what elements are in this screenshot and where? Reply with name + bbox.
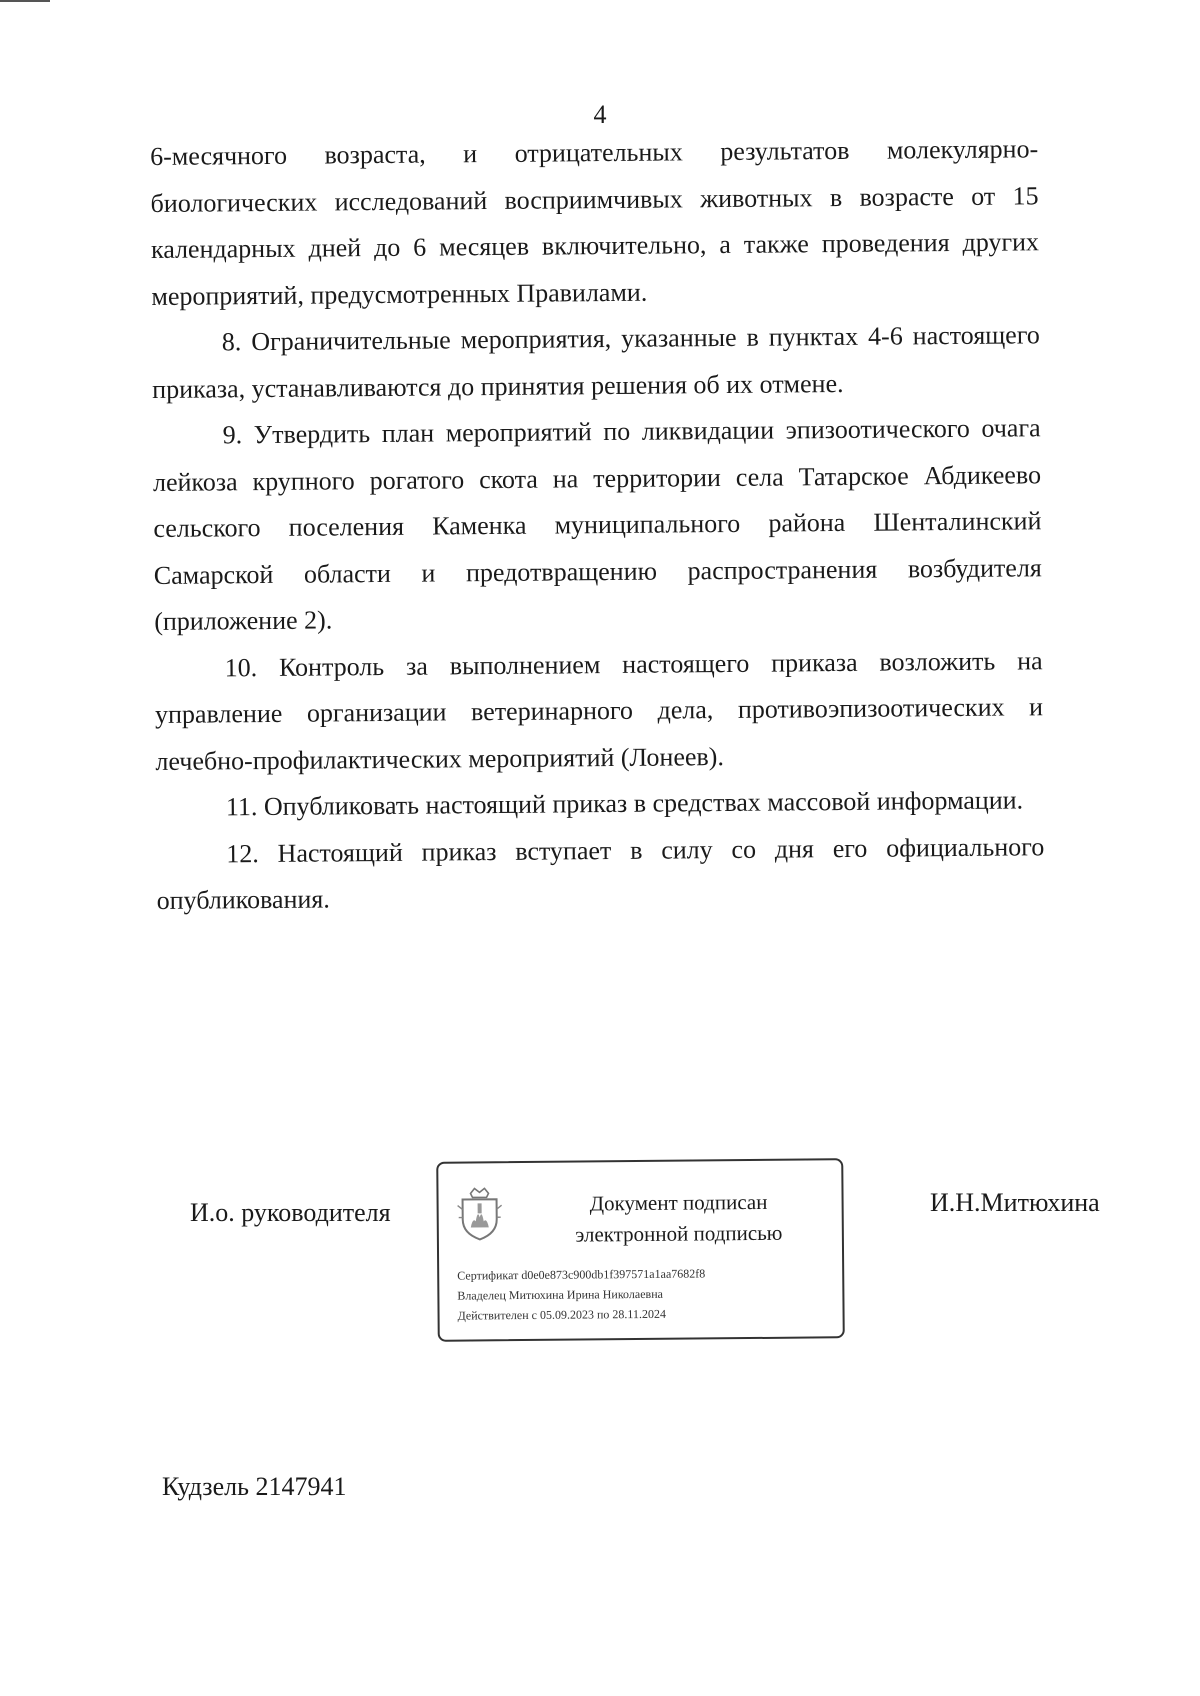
paragraph-item-9: 9. Утвердить план мероприятий по ликвидации эпизоотического очага лейкоза крупного рогатого скота на территории села Татарское Абдикеево сельского поселения Каменка муниципального района Шенталинский Самарской области и предотвращению распространения возбудителя (приложение 2). [152,413,1042,636]
electronic-signature-stamp [436,1158,845,1342]
scan-edge-mark [0,0,50,2]
document-body [150,126,1045,924]
samara-coat-of-arms-icon [456,1187,502,1241]
stamp-validity: Действителен с 05.09.2023 по 28.11.2024 [457,1306,666,1323]
stamp-certificate-details [457,1263,706,1325]
stamp-owner: Владелец Митюхина Ирина Николаевна [457,1286,663,1303]
paragraph-item-10: 10. Контроль за выполнением настоящего приказа возложить на управление организации ветеринарного дела, противоэпизоотических и лечебно-профилактических мероприятий (Лонеев). [154,645,1044,776]
stamp-title-line-2: электронной подписью [575,1220,783,1247]
stamp-certificate: Сертификат d0e0e873c900db1f397571a1aa7682f8 [457,1266,706,1283]
executor-note: Кудзель 2147941 [162,1472,347,1501]
paragraph-item-8: 8. Ограничительные мероприятия, указанные в пунктах 4-6 настоящего приказа, устанавливаются до принятия решения об их отмене. [152,320,1040,404]
signer-name: И.Н.Митюхина [930,1188,1100,1217]
page-number: 4 [593,100,607,129]
stamp-title-line-1: Документ подписан [589,1189,768,1216]
paragraph-item-12: 12. Настоящий приказ вступает в силу со дня его официального опубликования. [156,831,1045,915]
signer-title: И.о. руководителя [190,1198,391,1227]
stamp-title [538,1186,819,1250]
paragraph-item-11: 11. Опубликовать настоящий приказ в средствах массовой информации. [225,785,1024,822]
paragraph-continuation: 6-месячного возраста, и отрицательных результатов молекулярно-биологических исследований восприимчивых животных в возрасте от 15 календарных дней до 6 месяцев включительно, а также проведения других мероприятий, предусмотренных Правилами. [150,134,1040,311]
